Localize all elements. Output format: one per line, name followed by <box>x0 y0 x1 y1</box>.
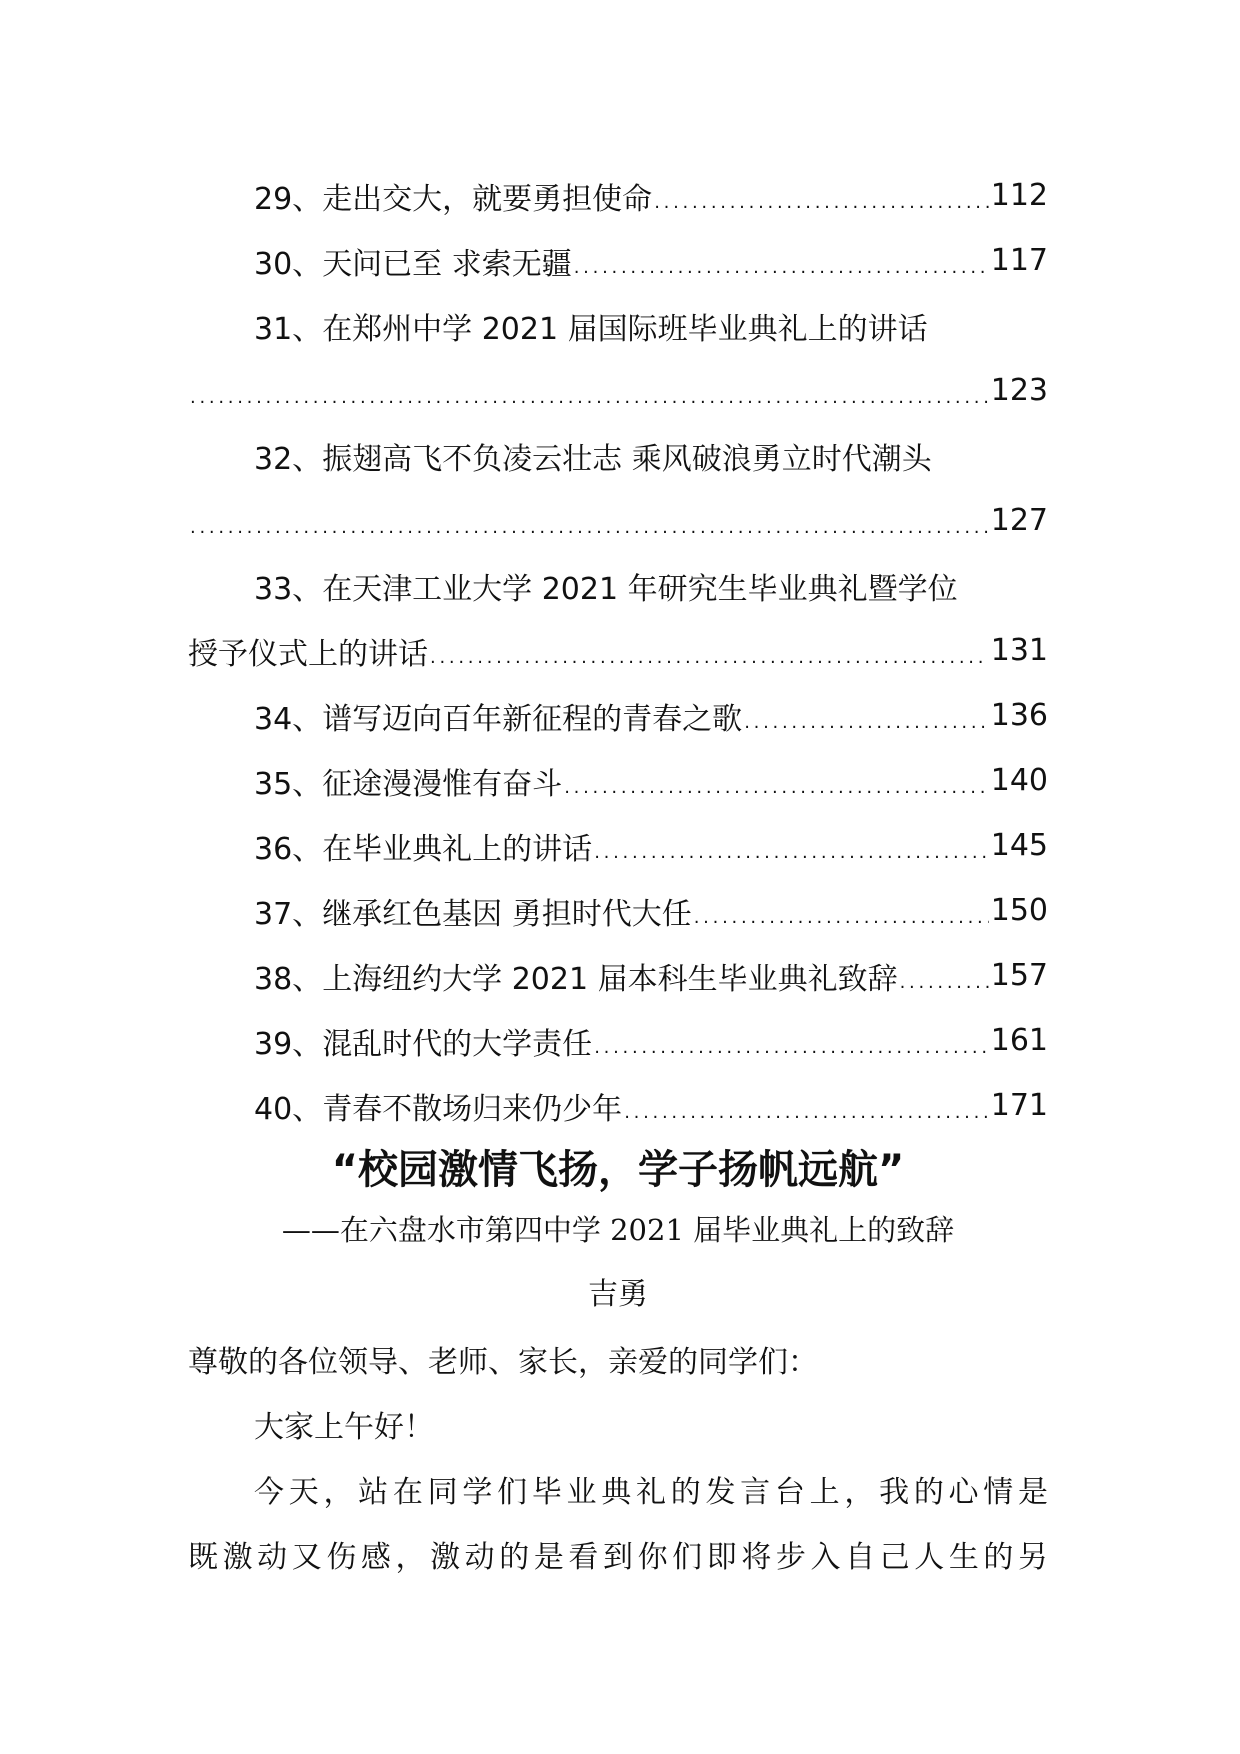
toc-title: 征途漫漫惟有奋斗 <box>322 766 563 802</box>
article-subtitle: ——在六盘水市第四中学 2021 届毕业典礼上的致辞 <box>281 1213 955 1247</box>
toc-leader-dots <box>190 504 989 538</box>
toc-entry[interactable] <box>188 1073 1048 1138</box>
toc-leader-dots <box>564 764 989 798</box>
toc-number: 32、 <box>254 441 323 477</box>
toc-entry[interactable] <box>188 878 1048 943</box>
toc-entry-continuation[interactable] <box>188 358 1048 423</box>
body-paragraph-line: 今天，站在同学们毕业典礼的发言台上，我的心情是 <box>254 1475 1048 1510</box>
toc-number: 33、 <box>254 571 323 607</box>
body-paragraph-line: 既激动又伤感，激动的是看到你们即将步入自己人生的另 <box>188 1540 1048 1575</box>
toc-title: 谱写迈向百年新征程的青春之歌 <box>322 701 743 737</box>
toc-entry[interactable] <box>188 813 1048 878</box>
article-title: “校园激情飞扬，学子扬帆远航” <box>331 1147 905 1193</box>
toc-page-number: 136 <box>990 698 1048 733</box>
toc-leader-dots <box>694 894 989 928</box>
toc-leader-dots <box>574 244 989 278</box>
toc-entry-continuation[interactable] <box>188 618 1048 683</box>
toc-number: 38、 <box>254 961 323 997</box>
toc-entry[interactable] <box>188 943 1048 1008</box>
toc-page-number: 117 <box>990 243 1048 278</box>
toc-leader-dots <box>900 959 989 993</box>
toc-number: 35、 <box>254 766 323 802</box>
toc-entry[interactable] <box>188 228 1048 293</box>
toc-leader-dots <box>654 179 989 213</box>
toc-leader-dots <box>430 634 989 668</box>
toc-number: 36、 <box>254 831 323 867</box>
salutation: 尊敬的各位领导、老师、家长，亲爱的同学们： <box>188 1345 818 1380</box>
toc-title: 天问已至 求索无疆 <box>322 246 572 282</box>
toc-number: 37、 <box>254 896 323 932</box>
toc-page-number: 157 <box>990 958 1048 993</box>
toc-title: 上海纽约大学 2021 届本科生毕业典礼致辞 <box>322 961 898 997</box>
toc-leader-dots <box>744 699 989 733</box>
toc-title: 授予仪式上的讲话 <box>188 636 428 672</box>
toc-entry[interactable] <box>188 683 1048 748</box>
toc-entry[interactable] <box>188 748 1048 813</box>
toc-entry-continuation[interactable] <box>188 488 1048 553</box>
toc-page-number: 171 <box>990 1088 1048 1123</box>
toc-number: 29、 <box>254 181 323 217</box>
toc-leader-dots <box>190 374 989 408</box>
toc-entry[interactable] <box>188 293 1048 358</box>
toc-page-number: 112 <box>990 178 1048 213</box>
toc-title: 青春不散场归来仍少年 <box>322 1091 623 1127</box>
toc-entry[interactable] <box>188 423 1048 488</box>
toc-page-number: 140 <box>990 763 1048 798</box>
toc-page-number: 127 <box>990 503 1048 538</box>
toc-title: 在天津工业大学 2021 年研究生毕业典礼暨学位 <box>322 571 958 607</box>
toc-leader-dots <box>594 829 989 863</box>
toc-number: 40、 <box>254 1091 323 1127</box>
article-author: 吉勇 <box>588 1277 648 1312</box>
toc-title: 继承红色基因 勇担时代大任 <box>322 896 692 932</box>
toc-title: 在郑州中学 2021 届国际班毕业典礼上的讲话 <box>322 311 928 347</box>
toc-entry[interactable] <box>188 553 1048 618</box>
toc-number: 31、 <box>254 311 323 347</box>
toc-title: 混乱时代的大学责任 <box>322 1026 593 1062</box>
toc-entry[interactable] <box>188 1008 1048 1073</box>
toc-page-number: 150 <box>990 893 1048 928</box>
toc-title: 在毕业典礼上的讲话 <box>322 831 593 867</box>
toc-number: 39、 <box>254 1026 323 1062</box>
document-page <box>188 0 1048 1754</box>
toc-leader-dots <box>594 1024 989 1058</box>
toc-page-number: 131 <box>990 633 1048 668</box>
toc-title: 走出交大，就要勇担使命 <box>322 181 653 217</box>
toc-leader-dots <box>624 1089 989 1123</box>
greeting: 大家上午好！ <box>254 1410 434 1445</box>
toc-page-number: 123 <box>990 373 1048 408</box>
toc-number: 30、 <box>254 246 323 282</box>
toc-title: 振翅高飞不负凌云壮志 乘风破浪勇立时代潮头 <box>322 441 932 477</box>
toc-number: 34、 <box>254 701 323 737</box>
toc-entry[interactable] <box>188 163 1048 228</box>
toc-page-number: 145 <box>990 828 1048 863</box>
toc-page-number: 161 <box>990 1023 1048 1058</box>
